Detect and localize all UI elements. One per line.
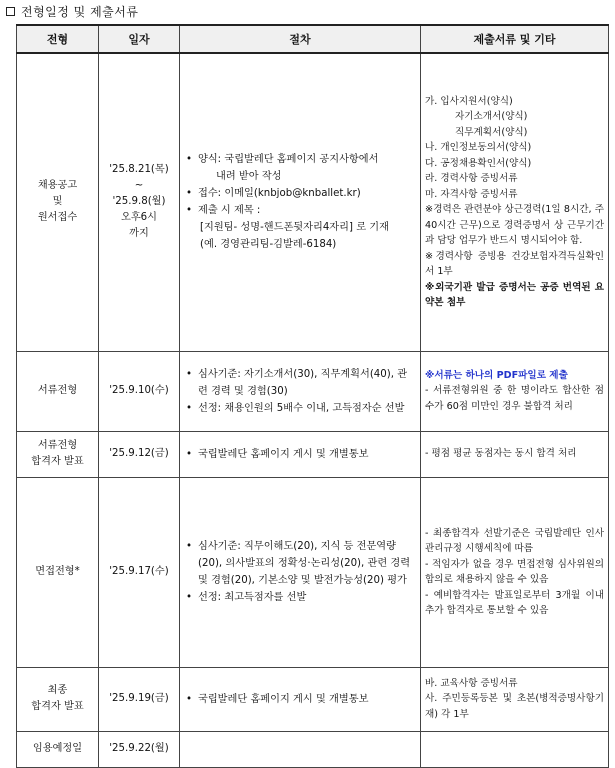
procedure-bullet: • 국립발레단 홈페이지 게시 및 개별통보	[186, 448, 369, 460]
doc-note: - 예비합격자는 발표일로부터 3개월 이내 추가 합격자로 통보할 수 있음	[425, 589, 604, 616]
date-cell	[99, 431, 180, 477]
date-line: ~	[134, 180, 144, 192]
date-cell	[99, 667, 180, 731]
table-row	[17, 477, 609, 667]
stage-line: 서류전형	[37, 440, 78, 451]
stage-cell	[17, 731, 99, 767]
date-line: '25.9.17(수)	[109, 566, 169, 577]
doc-item: 바. 교육사항 증빙서류	[425, 677, 518, 689]
documents-cell	[421, 431, 609, 477]
stage-line: 최종	[47, 685, 68, 696]
stage-line: 합격자 발표	[31, 701, 84, 712]
table-row	[17, 667, 609, 731]
date-cell	[99, 477, 180, 667]
date-cell	[99, 53, 180, 351]
doc-note: ※경력사항 증빙용 건강보험자격득실확인서 1부	[425, 250, 604, 278]
documents-cell	[421, 477, 609, 667]
section-heading	[6, 2, 138, 20]
stage-cell	[17, 667, 99, 731]
doc-note: ※경력은 관련분야 상근경력(1일 8시간, 주 40시간 근무)으로 경력증명서 상 근무기간과 담당 업무가 반드시 명시되어야 함.	[425, 204, 604, 247]
date-line: 까지	[129, 228, 149, 240]
col-header-date: 일자	[99, 25, 180, 53]
stage-line: 및	[52, 196, 63, 208]
procedure-cell	[180, 477, 421, 667]
documents-cell	[421, 53, 609, 351]
documents-cell	[421, 351, 609, 431]
procedure-continuation: (예. 경영관리팀-김발레-6184)	[200, 239, 337, 251]
stage-cell	[17, 477, 99, 667]
procedure-bullet: • 심사기준: 직무이해도(20), 지식 등 전문역량(20), 의사발표의 정확성·논리성(20), 관련 경력 및 경험(20), 기본소양 및 발전가능성(20) 평가	[186, 541, 411, 586]
doc-item: 직무계획서(양식)	[455, 126, 528, 138]
procedure-bullet: • 국립발레단 홈페이지 게시 및 개별통보	[186, 693, 369, 705]
procedure-cell	[180, 431, 421, 477]
date-line: '25.9.22(월)	[109, 743, 169, 754]
doc-note: - 최종합격자 선발기준은 국립발레단 인사관리규정 시행세칙에 따름	[425, 527, 604, 554]
doc-item: 가. 입사지원서(양식)	[425, 95, 513, 107]
date-line: '25.9.12(금)	[109, 448, 169, 459]
table-row	[17, 731, 609, 767]
stage-line: 채용공고	[37, 180, 78, 192]
doc-note: - 서류전형위원 중 한 명이라도 합산한 점수가 60점 미만인 경우 불합격 처리	[425, 385, 604, 412]
doc-note: - 평점 평균 동점자는 동시 합격 처리	[425, 448, 577, 460]
doc-note: ※서류는 하나의 PDF파일로 제출	[425, 369, 568, 381]
doc-item: 라. 경력사항 증빙서류	[425, 173, 518, 185]
stage-line: 서류전형	[37, 385, 78, 396]
date-line: '25.9.19(금)	[109, 693, 169, 704]
stage-line: 원서접수	[37, 212, 78, 224]
stage-cell	[17, 53, 99, 351]
stage-cell	[17, 431, 99, 477]
procedure-bullet: • 제출 시 제목 :	[186, 205, 261, 217]
doc-item: 나. 개인정보동의서(양식)	[425, 142, 532, 154]
stage-line: 임용예정일	[32, 743, 83, 754]
date-line: 오후6시	[120, 212, 157, 224]
procedure-cell	[180, 53, 421, 351]
doc-item: 자기소개서(양식)	[455, 111, 528, 123]
stage-line: 면접전형*	[35, 566, 80, 577]
procedure-cell	[180, 667, 421, 731]
procedure-bullet: • 선정: 최고득점자를 선발	[186, 592, 307, 603]
doc-item: 사. 주민등록등본 및 초본(병적증명사항기재) 각 1부	[425, 693, 604, 720]
table-row	[17, 431, 609, 477]
doc-item: 마. 자격사항 증빙서류	[425, 188, 518, 200]
checkbox-square-icon	[6, 7, 15, 16]
procedure-bullet: • 선정: 채용인원의 5배수 이내, 고득점자순 선발	[186, 402, 405, 414]
date-cell	[99, 351, 180, 431]
col-header-procedure: 절차	[180, 25, 421, 53]
procedure-bullet: • 접수: 이메일(knbjob@knballet.kr)	[186, 188, 361, 200]
col-header-stage: 전형	[17, 25, 99, 53]
schedule-table	[16, 24, 609, 768]
documents-cell	[421, 667, 609, 731]
table-row	[17, 351, 609, 431]
doc-item: 다. 공정채용확인서(양식)	[425, 157, 532, 169]
procedure-bullet: • 심사기준: 자기소개서(30), 직무계획서(40), 관련 경력 및 경험(30)	[186, 368, 408, 397]
procedure-continuation: [지원팀- 성명-핸드폰뒷자리4자리] 로 기재	[200, 222, 389, 234]
stage-line: 합격자 발표	[31, 456, 84, 467]
doc-note: ※외국기관 발급 증명서는 공증 번역된 요약본 첨부	[425, 281, 604, 309]
section-title: 전형일정 및 제출서류	[21, 4, 139, 19]
doc-note: - 적임자가 없을 경우 면접전형 심사위원의 합의로 채용하지 않을 수 있음	[425, 558, 604, 585]
procedure-continuation: 내려 받아 작성	[216, 171, 282, 183]
stage-cell	[17, 351, 99, 431]
date-line: '25.9.10(수)	[109, 385, 169, 396]
procedure-cell	[180, 351, 421, 431]
date-line: '25.9.8(월)	[112, 196, 166, 208]
header-row	[17, 25, 609, 53]
date-cell	[99, 731, 180, 767]
col-header-documents: 제출서류 및 기타	[421, 25, 609, 53]
table-row	[17, 53, 609, 351]
procedure-cell	[180, 731, 421, 767]
procedure-bullet: • 양식: 국립발레단 홈페이지 공지사항에서	[186, 154, 379, 166]
documents-cell	[421, 731, 609, 767]
date-line: '25.8.21(목)	[109, 164, 169, 176]
